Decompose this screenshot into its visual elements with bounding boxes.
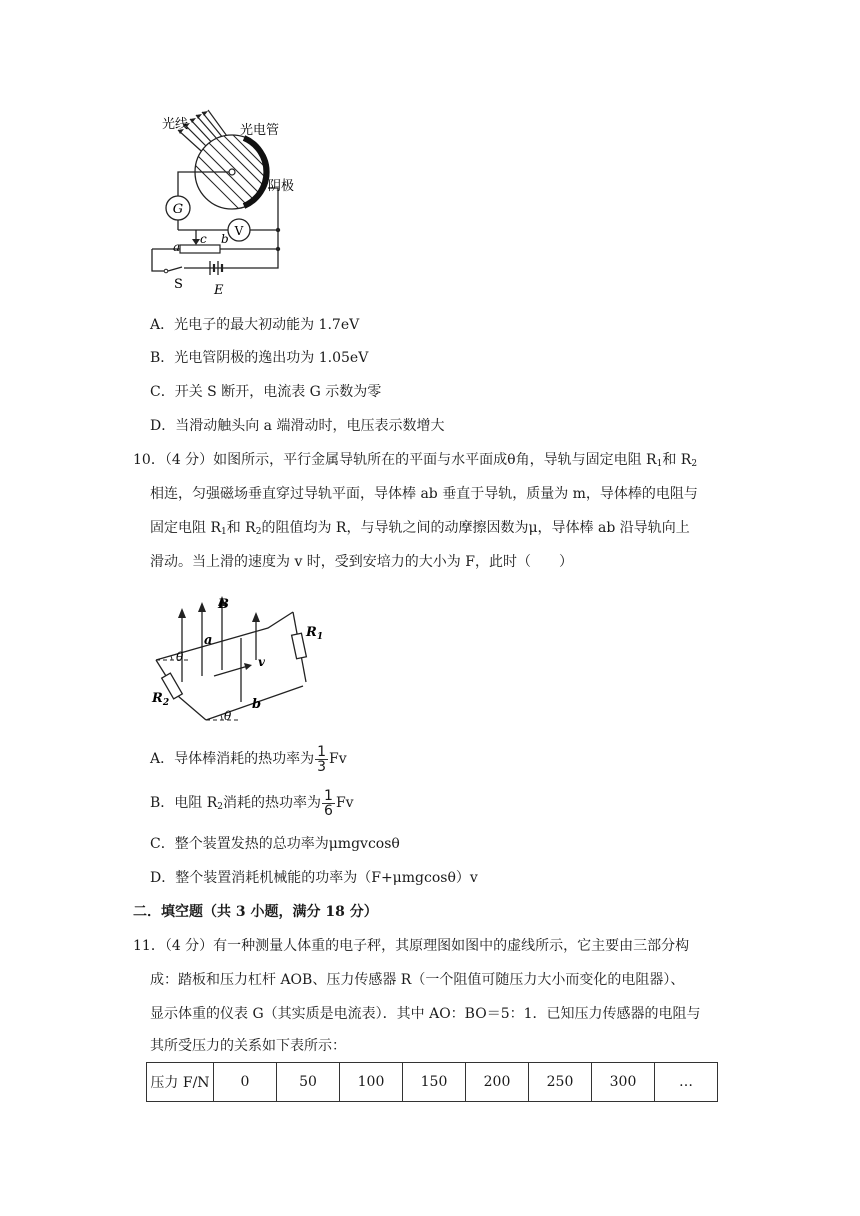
table-cell: 150 [403,1063,466,1102]
label-R1: $R_1$ [306,625,324,642]
q11-line-1: 11．（4 分）有一种测量人体重的电子秤，其原理图如图中的虚线所示，它主要由三部分构 [133,938,690,954]
label-E: E [214,283,224,298]
label-b: b [252,697,262,712]
photoelectric-circuit-figure [140,108,310,300]
inclined-rails-figure [148,590,328,722]
label-V: V [234,224,244,238]
q10-option-c: C．整个装置发热的总功率为μmgvcosθ [150,836,400,852]
section-heading: 二．填空题（共 3 小题，满分 18 分） [133,904,378,920]
resistor-R2 [162,673,183,699]
label-a: a [173,240,181,254]
q11-line-3: 显示体重的仪表 G（其实质是电流表）．其中 AO：BO＝5：1．已知压力传感器的电阻与 [150,1006,701,1022]
label-theta-top: θ [176,650,184,664]
label-b: b [221,232,229,246]
q10-option-d: D．整个装置消耗机械能的功率为（F+μmgcosθ）v [150,870,478,886]
label-light: 光线 [162,117,189,132]
label-c: c [200,232,207,246]
q10-line-2: 相连，匀强磁场垂直穿过导轨平面，导体棒 ab 垂直于导轨，质量为 m，导体棒的电阻与 [150,486,698,502]
q9-option-c: C．开关 S 断开，电流表 G 示数为零 [150,384,382,400]
label-G: G [172,202,184,217]
table-cell: 250 [529,1063,592,1102]
rheostat [180,245,220,253]
q10-line-4: 滑动。当上滑的速度为 v 时，受到安培力的大小为 F，此时（ ） [150,554,573,570]
q9-option-b: B．光电管阴极的逸出功为 1.05eV [150,350,369,366]
q10-option-a: A．导体棒消耗的热功率为 $\frac{1}{3}$ Fv [150,743,347,775]
label-B: B [218,597,229,612]
table-row [147,1063,718,1102]
table-cell: 0 [214,1063,277,1102]
resistor-R1 [292,633,307,659]
table-cell: 300 [592,1063,655,1102]
q11-line-2: 成：踏板和压力杠杆 AOB、压力传感器 R（一个阻值可随压力大小而变化的电阻器）、 [150,972,685,988]
q10-option-b: B．电阻 $R_2$消耗的热功率为 $\frac{1}{6}$ Fv [150,787,354,819]
q11-line-4: 其所受压力的关系如下表所示： [150,1038,346,1054]
table-cell: 200 [466,1063,529,1102]
label-R2: $R_2$ [152,691,170,708]
fraction-one-third: $\frac{1}{3}$ [317,743,327,775]
label-S: S [174,277,183,292]
q10-line-1: 10．（4 分）如图所示，平行金属导轨所在的平面与水平面成θ角，导轨与固定电阻 $R_1$和 $R_2$ [133,452,698,469]
q9-option-a: A．光电子的最大初动能为 1.7eV [150,317,360,333]
label-a: a [204,633,213,648]
q10-line-3: 固定电阻 $R_1$和 $R_2$的阻值均为 R，与导轨之间的动摩擦因数为μ，导体棒 ab 沿导轨向上 [150,520,690,537]
table-cell: 50 [277,1063,340,1102]
label-theta-bottom: θ [224,709,232,722]
label-tube: 光电管 [240,123,280,138]
table-header-cell: 压力 F/N [147,1063,214,1102]
q9-option-d: D．当滑动触头向 a 端滑动时，电压表示数增大 [150,418,445,434]
label-cathode: 阴极 [268,179,295,194]
table-cell: 100 [340,1063,403,1102]
label-v: v [258,655,265,669]
fraction-one-sixth: $\frac{1}{6}$ [324,787,333,819]
pressure-table [146,1062,718,1102]
table-cell: … [655,1063,718,1102]
